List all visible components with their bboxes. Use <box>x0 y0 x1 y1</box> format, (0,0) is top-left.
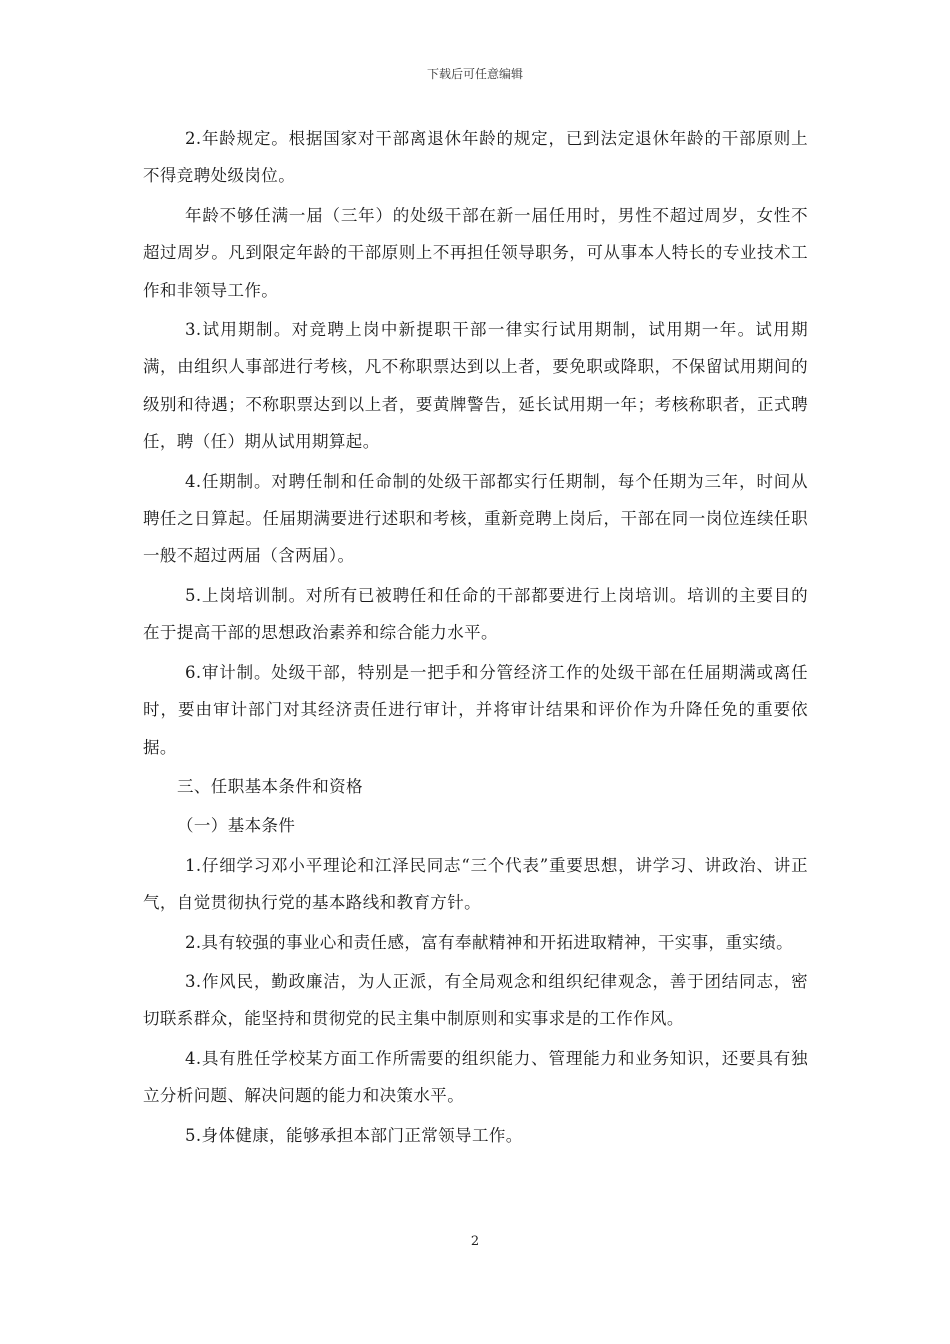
subsection-heading: （一）基本条件 <box>177 816 296 836</box>
paragraph-condition-2: 2.具有较强的事业心和责任感，富有奉献精神和开拓进取精神，干实事，重实绩。 <box>185 932 794 952</box>
paragraph-condition-4: 4.具有胜任学校某方面工作所需要的组织能力、管理能力和业务知识，还要具有独立分析问题、解决问题的能力和决策水平。 <box>143 1048 808 1106</box>
section-heading: 三、任职基本条件和资格 <box>177 776 363 796</box>
paragraph-audit: 6.审计制。处级干部，特别是一把手和分管经济工作的处级干部在任届期满或离任时，要由审计部门对其经济责任进行审计，并将审计结果和评价作为升降任免的重要依据。 <box>143 662 808 757</box>
paragraph-training: 5.上岗培训制。对所有已被聘任和任命的干部都要进行上岗培训。培训的主要目的在于提高干部的思想政治素养和综合能力水平。 <box>143 585 808 643</box>
page-number: 2 <box>470 1234 480 1249</box>
paragraph-age-rule: 2.年龄规定。根据国家对干部离退休年龄的规定，已到法定退休年龄的干部原则上不得竞聘处级岗位。 <box>143 129 808 186</box>
paragraph-probation: 3.试用期制。对竞聘上岗中新提职干部一律实行试用期制，试用期一年。试用期满，由组织人事部进行考核，凡不称职票达到以上者，要免职或降职，不保留试用期间的级别和待遇；不称职票达到以上者，要黄牌警告，延长试用期一年；考核称职者，正式聘任，聘（任）期从试用期算起。 <box>143 320 808 452</box>
paragraph-condition-3: 3.作风民，勤政廉洁，为人正派，有全局观念和组织纪律观念，善于团结同志，密切联系群众，能坚持和贯彻党的民主集中制原则和实事求是的工作作风。 <box>143 971 808 1029</box>
paragraph-condition-1: 1.仔细学习邓小平理论和江泽民同志“三个代表”重要思想，讲学习、讲政治、讲正气，自觉贯彻执行党的基本路线和教育方针。 <box>143 855 808 913</box>
page-header: 下载后可任意编辑 <box>426 67 523 81</box>
paragraph-age-limit: 年龄不够任满一届（三年）的处级干部在新一届任用时，男性不超过周岁，女性不超过周岁。凡到限定年龄的干部原则上不再担任领导职务，可从事本人特长的专业技术工作和非领导工作。 <box>143 205 808 300</box>
document-body <box>143 120 808 1156</box>
paragraph-condition-5: 5.身体健康，能够承担本部门正常领导工作。 <box>185 1125 523 1145</box>
paragraph-term-system: 4.任期制。对聘任制和任命制的处级干部都实行任期制，每个任期为三年，时间从聘任之日算起。任届期满要进行述职和考核，重新竞聘上岗后，干部在同一岗位连续任职一般不超过两届（含两届）。 <box>143 471 808 566</box>
